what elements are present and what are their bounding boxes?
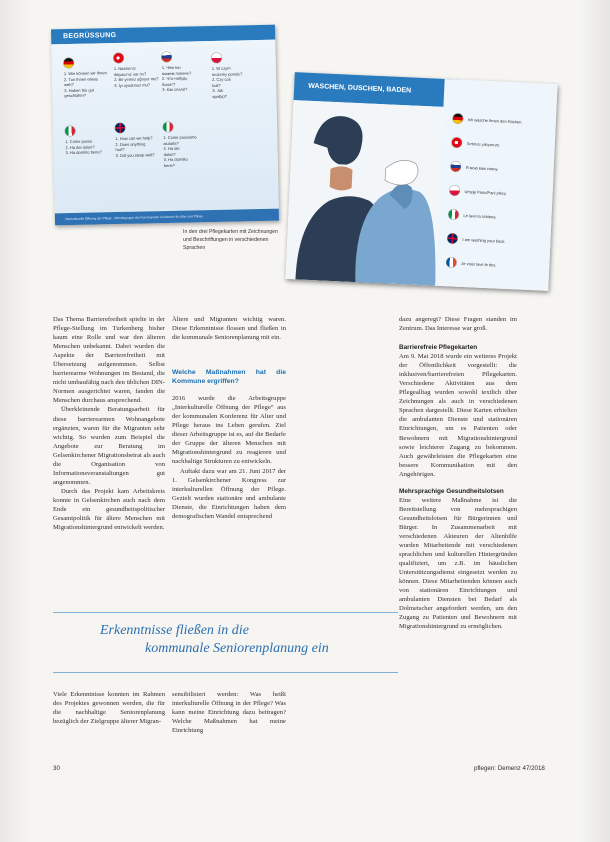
phrase-text: Je vous lave le dos.: [461, 260, 497, 267]
care-illustration: [285, 72, 444, 286]
pull-quote-line: Erkenntnisse fließen in die: [100, 623, 249, 638]
phrase-line: можем помочь?: [161, 69, 192, 76]
phrase-text: Umyję Panu/Pani plecy.: [464, 188, 507, 196]
paragraph: Ältere und Migranten wichtig waren. Diese Erkenntnisse flossen und fließen in die kommunale Seniorenplanung mit ein.: [172, 316, 286, 342]
paragraph: Auftakt dazu war am 21. Juni 2017 der 1. Gelsenkirchener Kongress zur interkulturellen Öffnung der Pflege. Gezielt wurden stationäre und ambulante Dienste, die Einrichtungen haben dem demografischen Wandel entsprechend: [172, 467, 286, 520]
article-column-2: [172, 315, 286, 521]
article-column-1-bottom: [53, 690, 165, 726]
phrase-line: 2. Czy coś: [212, 76, 231, 83]
phrase-line: болит?: [162, 81, 176, 87]
phrase-line: 2. Does anything: [115, 140, 146, 147]
pl-flag-icon: [212, 53, 222, 63]
phrase-line: spał(a)?: [212, 93, 227, 99]
phrase-line: dolori?: [163, 151, 176, 157]
paragraph: dazu angeregt? Diese Fragen standen im Zentrum. Das Interesse war groß.: [399, 316, 517, 333]
phrase-line: boli?: [212, 82, 221, 88]
phrase-line: weh?: [64, 81, 74, 88]
divider: [53, 612, 398, 613]
gb-flag-icon: [447, 233, 457, 243]
card-title: BEGRÜSSUNG: [51, 25, 275, 45]
de-flag-icon: [64, 58, 74, 68]
section-heading: Mehrsprachige Gesundheitslotsen: [399, 487, 504, 495]
phrase-text: I am washing your back.: [462, 236, 506, 244]
phrase-line: 3. İyi uyudunuz mu?: [114, 81, 151, 88]
de-flag-icon: [453, 113, 463, 123]
phrase-item-ru: [450, 161, 498, 173]
it-flag-icon: [163, 122, 173, 132]
phrase-line: 2. Ha dei dolori?: [65, 143, 95, 150]
phrase-line: 1. Чем мы: [161, 64, 181, 71]
pull-quote-line: kommunale Seniorenplanung ein: [145, 641, 329, 656]
phrase-text: Le lavo la schiena.: [463, 212, 497, 219]
fr-flag-icon: [446, 257, 456, 267]
paragraph: Überkleinende Beratungsarbeit für diese barrierearmen Wohnangebote ergänzten, waren für die Migranten sehr wichtig. So wurden zum Beispiel die Angebote zur Beratung im Gelsenkirchener Migrationsbeirat als auch die Organisation von Informationsveranstaltungen gut angenommen.: [53, 406, 165, 486]
article-column-1: [53, 315, 165, 532]
paragraph: Viele Erkenntnisse konnten im Rahmen des Projektes gewonnen werden, die für die nachhaltige Seniorenplanung bezüglich der Zielgruppe älterer Migran-: [53, 691, 165, 726]
section-heading: Welche Maßnahmen hat die Kommune ergriffen?: [172, 369, 286, 386]
phrase-line: 1. How can we help?: [115, 135, 153, 142]
figure-caption: In den drei Pflegekarten mit Zeichnungen und Beschriftungen in verschiedenen Sprachen: [183, 229, 278, 251]
phrase-line: 1. Come posso: [65, 138, 93, 145]
article-column-3: [399, 315, 517, 631]
ru-flag-icon: [450, 161, 460, 171]
card-body: [51, 40, 278, 214]
pl-flag-icon: [449, 185, 459, 195]
phrase-line: 2. Bir yeriniz ağrıyor mu?: [113, 76, 159, 83]
care-card-greeting: [51, 25, 279, 226]
phrase-line: 3. Ha dormito bene?: [65, 149, 102, 156]
ru-flag-icon: [161, 52, 171, 62]
phrase-line: 3. Как спали?: [162, 86, 188, 93]
phrase-line: bene?: [163, 162, 176, 168]
page-number: 30: [53, 765, 60, 772]
phrase-line: ihtiyacınız var mı?: [113, 70, 147, 77]
paragraph: Das Thema Barrierefreiheit spielte in der Pflege-Stellung im Turkenberg bisher kaum eine Rolle und war den älteren Menschen unbekannt. Dabei wurden die Aspekte der Barrierefreiheit mit Übersetzung aufgenommen. Selbst barrierearme Wohnungen im Bestand, die nicht umbaufähig nach den üblichen DIN-Normen ausgerichtet waren, fanden die Menschen durchaus ansprechend.: [53, 316, 165, 405]
phrase-line: 1. Come possiamo: [163, 134, 197, 141]
paragraph: Eine weitere Maßnahme ist die Bereitstellung von mehrsprachigen Gesundheitslotsen für Bürgerinnen und Bürger. In Zusammenarbeit mit verschiedenen Akteuren der Altenhilfe wurden Mitarbeitende mit verschiedenen sprachlichen und kulturellen Hintergründen qualifiziert, um z.B. im häuslichen Unterstützungsdienst eingesetzt werden zu können. Diese Mitarbeitenden können auch von stationären Einrichtungen und ambulanten Diensten bei Bedarf als Dolmetscher angefordert werden, um den Zugang zu Patienten und Bewohnern mit Migrationshintergrund zu ermöglichen.: [399, 496, 517, 631]
tr-flag-icon: [452, 137, 462, 147]
article-column-2-bottom: [172, 690, 286, 735]
it-flag-icon: [65, 126, 75, 136]
card-footer: Interkulturelle Öffnung der Pflege · Arbeitsgruppe der Kommunalen Konferenz für Alter und Pflege: [55, 209, 279, 226]
phrase-cell-pl: [212, 52, 277, 99]
divider: [53, 672, 398, 673]
phrase-line: hurt?: [115, 146, 125, 153]
phrase-line: 3. Ha dormito: [163, 156, 188, 163]
magazine-footer: pflegen: Demenz 47/2018: [474, 765, 545, 772]
paragraph: sensibilisiert werden: Was heißt interkulturelle Öffnung in der Pflege? Was kann meine Einrichtung dazu beitragen? Welche Maßnahmen hat meine Einrichtung: [172, 691, 286, 735]
paragraph: Durch das Projekt kam Arbeitskreis konnte in Gelsenkirchen auch nach dem Ende ein gesundheitspolitischer Gesamtpolitik für ältere Menschen mit Migrationshintergrund entwickelt werden.: [53, 487, 165, 532]
phrase-item-tr: [452, 137, 501, 149]
phrase-text: Sırtınızı yıkıyorum.: [466, 140, 501, 148]
section-heading: Barrierefreie Pflegekarten: [399, 344, 478, 352]
phrase-cell-it: [163, 121, 228, 168]
phrase-line: 2. Tun Ihnen etwas: [63, 75, 98, 82]
phrase-line: 3. Jak: [212, 87, 224, 94]
phrase-line: 3. Haben Sie gut: [64, 86, 95, 93]
phrase-line: geschlafen?: [64, 92, 86, 99]
paragraph: 2016 wurde die Arbeitsgruppe „Interkulturelle Öffnung der Pflege“ aus der kommunalen Konferenz für Alter und Pflege heraus ins Leben gerufen. Ziel dieser Arbeitsgruppe ist es, auf die Bedarfe der Gruppe der älteren Menschen mit Migrationshintergrund zu reagieren und nachhaltige Strukturen zu entwickeln.: [172, 395, 286, 466]
phrase-line: 1. Wie können wir Ihnen: [63, 70, 107, 77]
phrase-line: 1. Nasılsınız: [113, 65, 136, 72]
card-title: WASCHEN, DUSCHEN, BADEN: [294, 72, 459, 107]
phrase-line: możemy pomóc?: [211, 70, 243, 77]
phrase-text: Я мою вам спину.: [465, 164, 499, 171]
care-card-washing: [285, 72, 557, 291]
gb-flag-icon: [115, 123, 125, 133]
it-flag-icon: [448, 209, 458, 219]
phrase-line: aiutarla?: [163, 140, 179, 146]
phrase-line: 1. W czym: [211, 65, 231, 72]
pull-quote: [100, 622, 380, 658]
phrase-item-it: [448, 209, 497, 221]
phrase-line: 2. Что-нибудь: [161, 75, 188, 82]
tr-flag-icon: [113, 53, 123, 63]
phrase-line: 2. Ha dei: [163, 145, 180, 152]
phrase-line: 3. Did you sleep well?: [115, 151, 155, 158]
phrase-text: Ich wasche Ihnen den Rücken.: [467, 116, 523, 125]
paragraph: Am 9. Mai 2018 wurde ein weiteres Projekt der Öffentlichkeit vorgestellt: die inklusiven/barrierefreien Pflegekarten. Verschiedene Aktivitäten aus dem Pflegealltag wurden sowohl textlich über Zeichnungen als auch in verschiedenen Sprachen dargestellt. Diese Karten erhielten die ambulanten Dienste und stationären Einrichtungen, um es Patienten oder Bewohnern mit Migrationshintergrund sowie leichterer Zugang zu bekommen. Auch gewährleisten die Pflegekarten eine bessere Kommunikation mit den Angehörigen.: [399, 353, 517, 478]
